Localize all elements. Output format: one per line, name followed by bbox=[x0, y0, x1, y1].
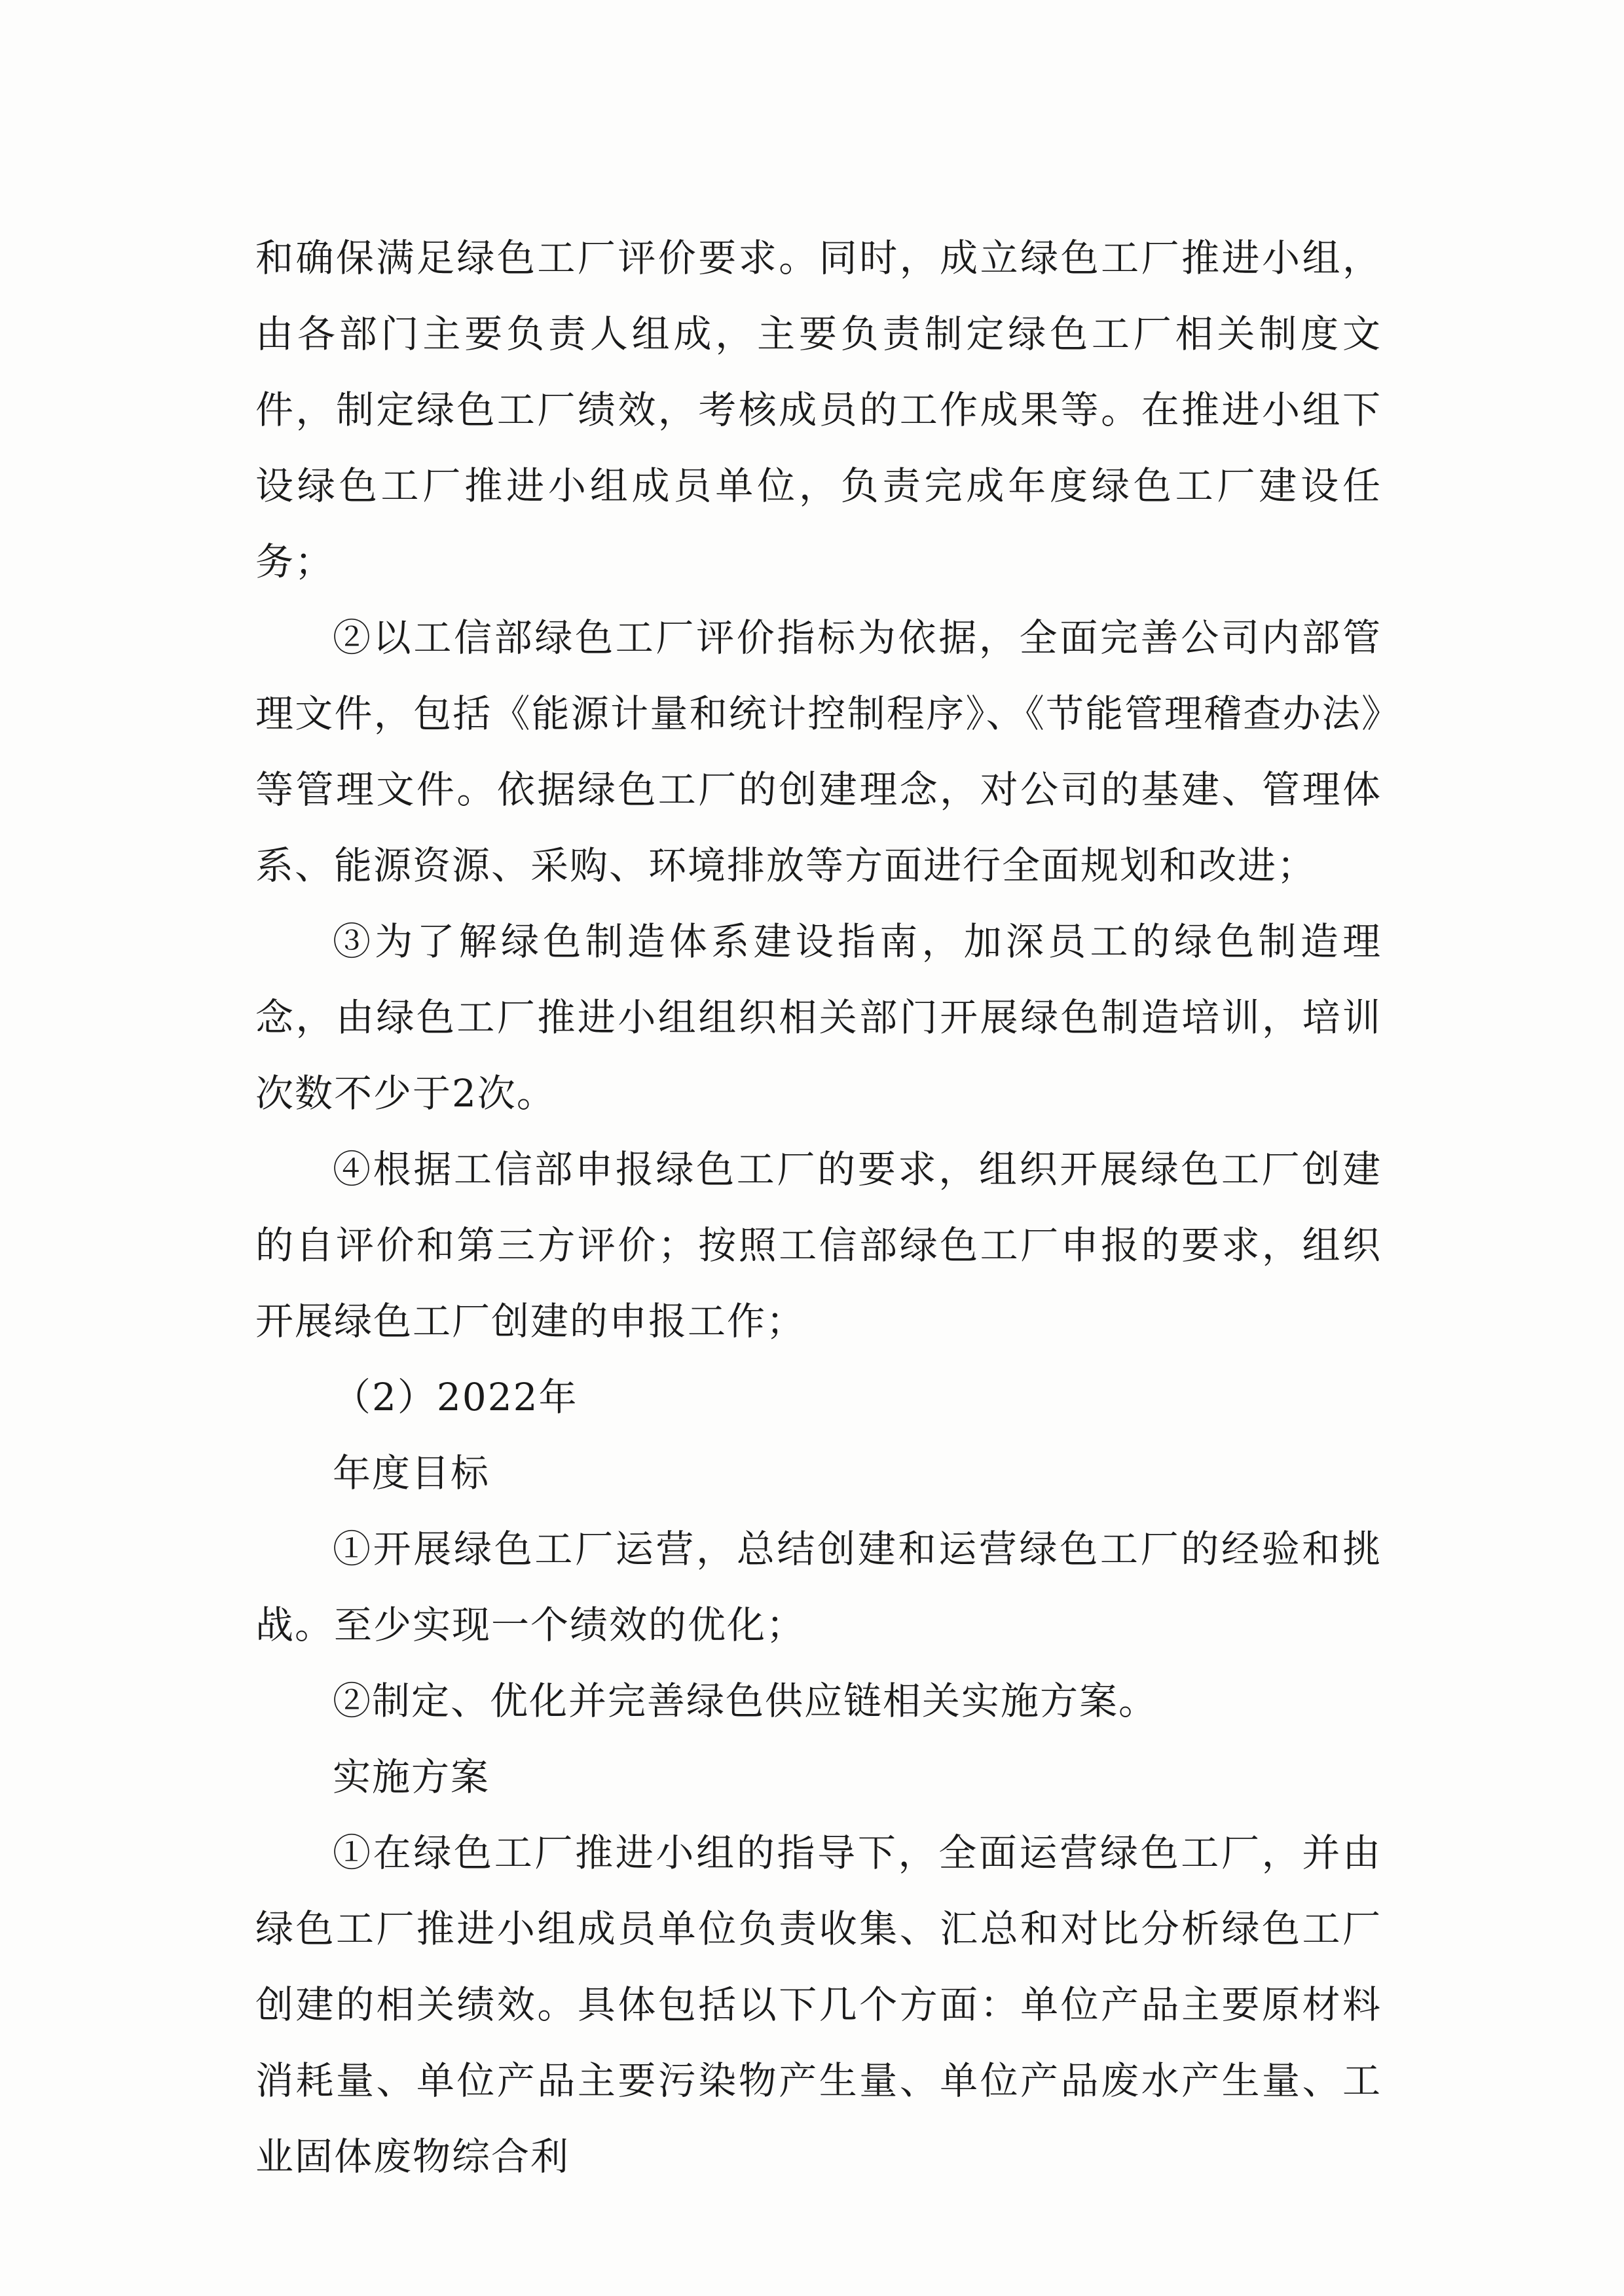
paragraph-continuation: 和确保满足绿色工厂评价要求。同时，成立绿色工厂推进小组，由各部门主要负责人组成，主要负责制定绿色工厂相关制度文件，制定绿色工厂绩效，考核成员的工作成果等。在推进小组下设绿色工厂推进小组成员单位，负责完成年度绿色工厂建设任务； bbox=[255, 236, 1382, 584]
paragraph-item-3: ③为了解绿色制造体系建设指南，加深员工的绿色制造理念，由绿色工厂推进小组组织相关部门开展绿色制造培训，培训次数不少于2次。 bbox=[255, 919, 1382, 1116]
subheading-annual-goals: 年度目标 bbox=[333, 1451, 490, 1495]
paragraph-goal-2: ②制定、优化并完善绿色供应链相关实施方案。 bbox=[333, 1679, 1158, 1723]
section-heading-2022: （2）2022年 bbox=[333, 1375, 578, 1419]
document-body bbox=[255, 220, 1382, 2195]
paragraph-plan-1: ①在绿色工厂推进小组的指导下，全面运营绿色工厂，并由绿色工厂推进小组成员单位负责收集、汇总和对比分析绿色工厂创建的相关绩效。具体包括以下几个方面：单位产品主要原材料消耗量、单位产品主要污染物产生量、单位产品废水产生量、工业固体废物综合利 bbox=[255, 1831, 1382, 2179]
paragraph-item-2: ②以工信部绿色工厂评价指标为依据，全面完善公司内部管理文件，包括《能源计量和统计控制程序》、《节能管理稽查办法》等管理文件。依据绿色工厂的创建理念，对公司的基建、管理体系、能源资源、采购、环境排放等方面进行全面规划和改进； bbox=[255, 615, 1382, 888]
paragraph-item-4: ④根据工信部申报绿色工厂的要求，组织开展绿色工厂创建的自评价和第三方评价；按照工信部绿色工厂申报的要求，组织开展绿色工厂创建的申报工作； bbox=[255, 1147, 1382, 1343]
subheading-implementation-plan: 实施方案 bbox=[333, 1755, 490, 1799]
paragraph-goal-1: ①开展绿色工厂运营，总结创建和运营绿色工厂的经验和挑战。至少实现一个绩效的优化； bbox=[255, 1527, 1382, 1647]
